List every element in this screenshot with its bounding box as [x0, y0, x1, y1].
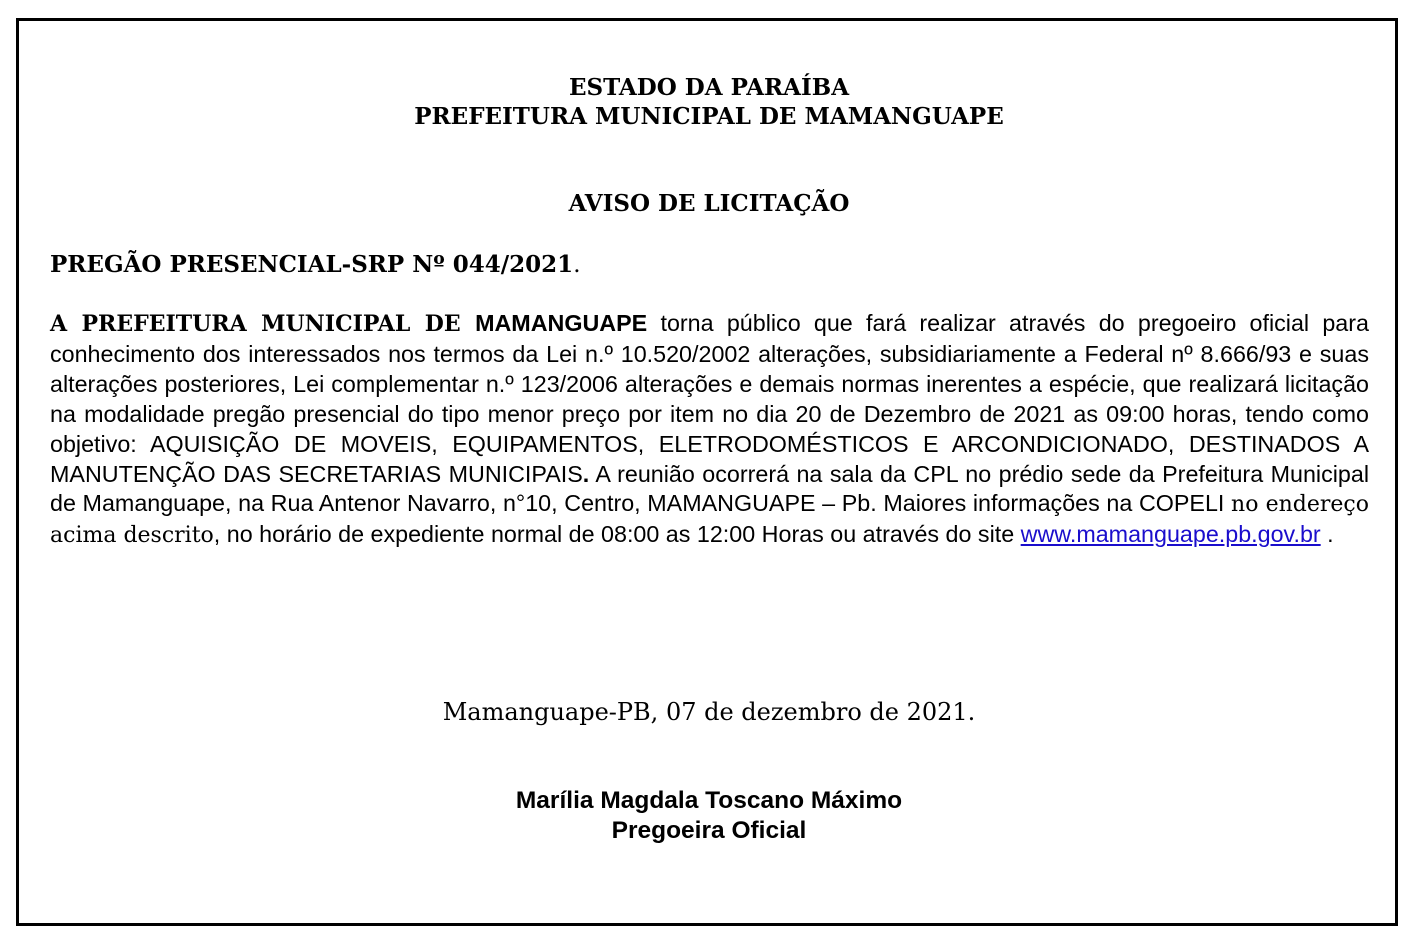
body-lead: A PREFEITURA MUNICIPAL DE — [50, 311, 476, 337]
signer-role: Pregoeira Oficial — [611, 817, 807, 844]
process-label: PREGÃO PRESENCIAL-SRP Nº 044/2021 — [50, 251, 574, 278]
body-part-1: torna público que fará realizar através do pregoeiro oficial para conhecimento dos interessados nos termos da Lei n.º 10.520/2002 alterações, subsidiariamente a Federal nº 8.666/93 e suas alterações posteriores, Lei complementar n.º 123/2006 alterações e demais normas inerentes a espécie, que realizará licitação na modalidade pregão presencial do tipo menor preço por item no dia 20 de Dezembro de 2021 as 09:00 horas, tendo como objetivo: AQUISIÇÃO DE MOVEIS, EQUIPAMENTOS, ELETRODOMÉSTICOS E ARCONDICIONADO, DESTINADOS A MANUTENÇÃO DAS SECRETARIAS MUNICIPAIS — [50, 310, 1369, 487]
body-serif-part: no endereço acima descrito — [50, 492, 1369, 549]
notice-title: AVISO DE LICITAÇÃO — [568, 190, 850, 217]
process-number — [50, 251, 581, 279]
body-end: . — [1320, 521, 1334, 548]
signer-name: Marília Magdala Toscano Máximo — [515, 787, 903, 814]
notice-body — [50, 309, 1369, 551]
website-link[interactable]: www.mamanguape.pb.gov.br — [1020, 521, 1321, 548]
body-part-2: A reunião ocorrerá na sala da CPL no prédio sede da Prefeitura Municipal de Mamanguape, na Rua Antenor Navarro, n°10, Centro, MAMANGUAPE – Pb. Maiores informações na COPELI — [50, 460, 1369, 517]
body-part-3: , no horário de expediente normal de 08:00 as 12:00 Horas ou através do site — [213, 521, 1021, 548]
dateline: Mamanguape-PB, 07 de dezembro de 2021. — [442, 698, 976, 726]
process-terminator: . — [573, 252, 581, 278]
header-municipality: PREFEITURA MUNICIPAL DE MAMANGUAPE — [414, 103, 1004, 130]
body-lead-city: MAMANGUAPE — [475, 310, 648, 336]
body-bold-dot: . — [582, 460, 590, 487]
header-state: ESTADO DA PARAÍBA — [568, 74, 850, 101]
